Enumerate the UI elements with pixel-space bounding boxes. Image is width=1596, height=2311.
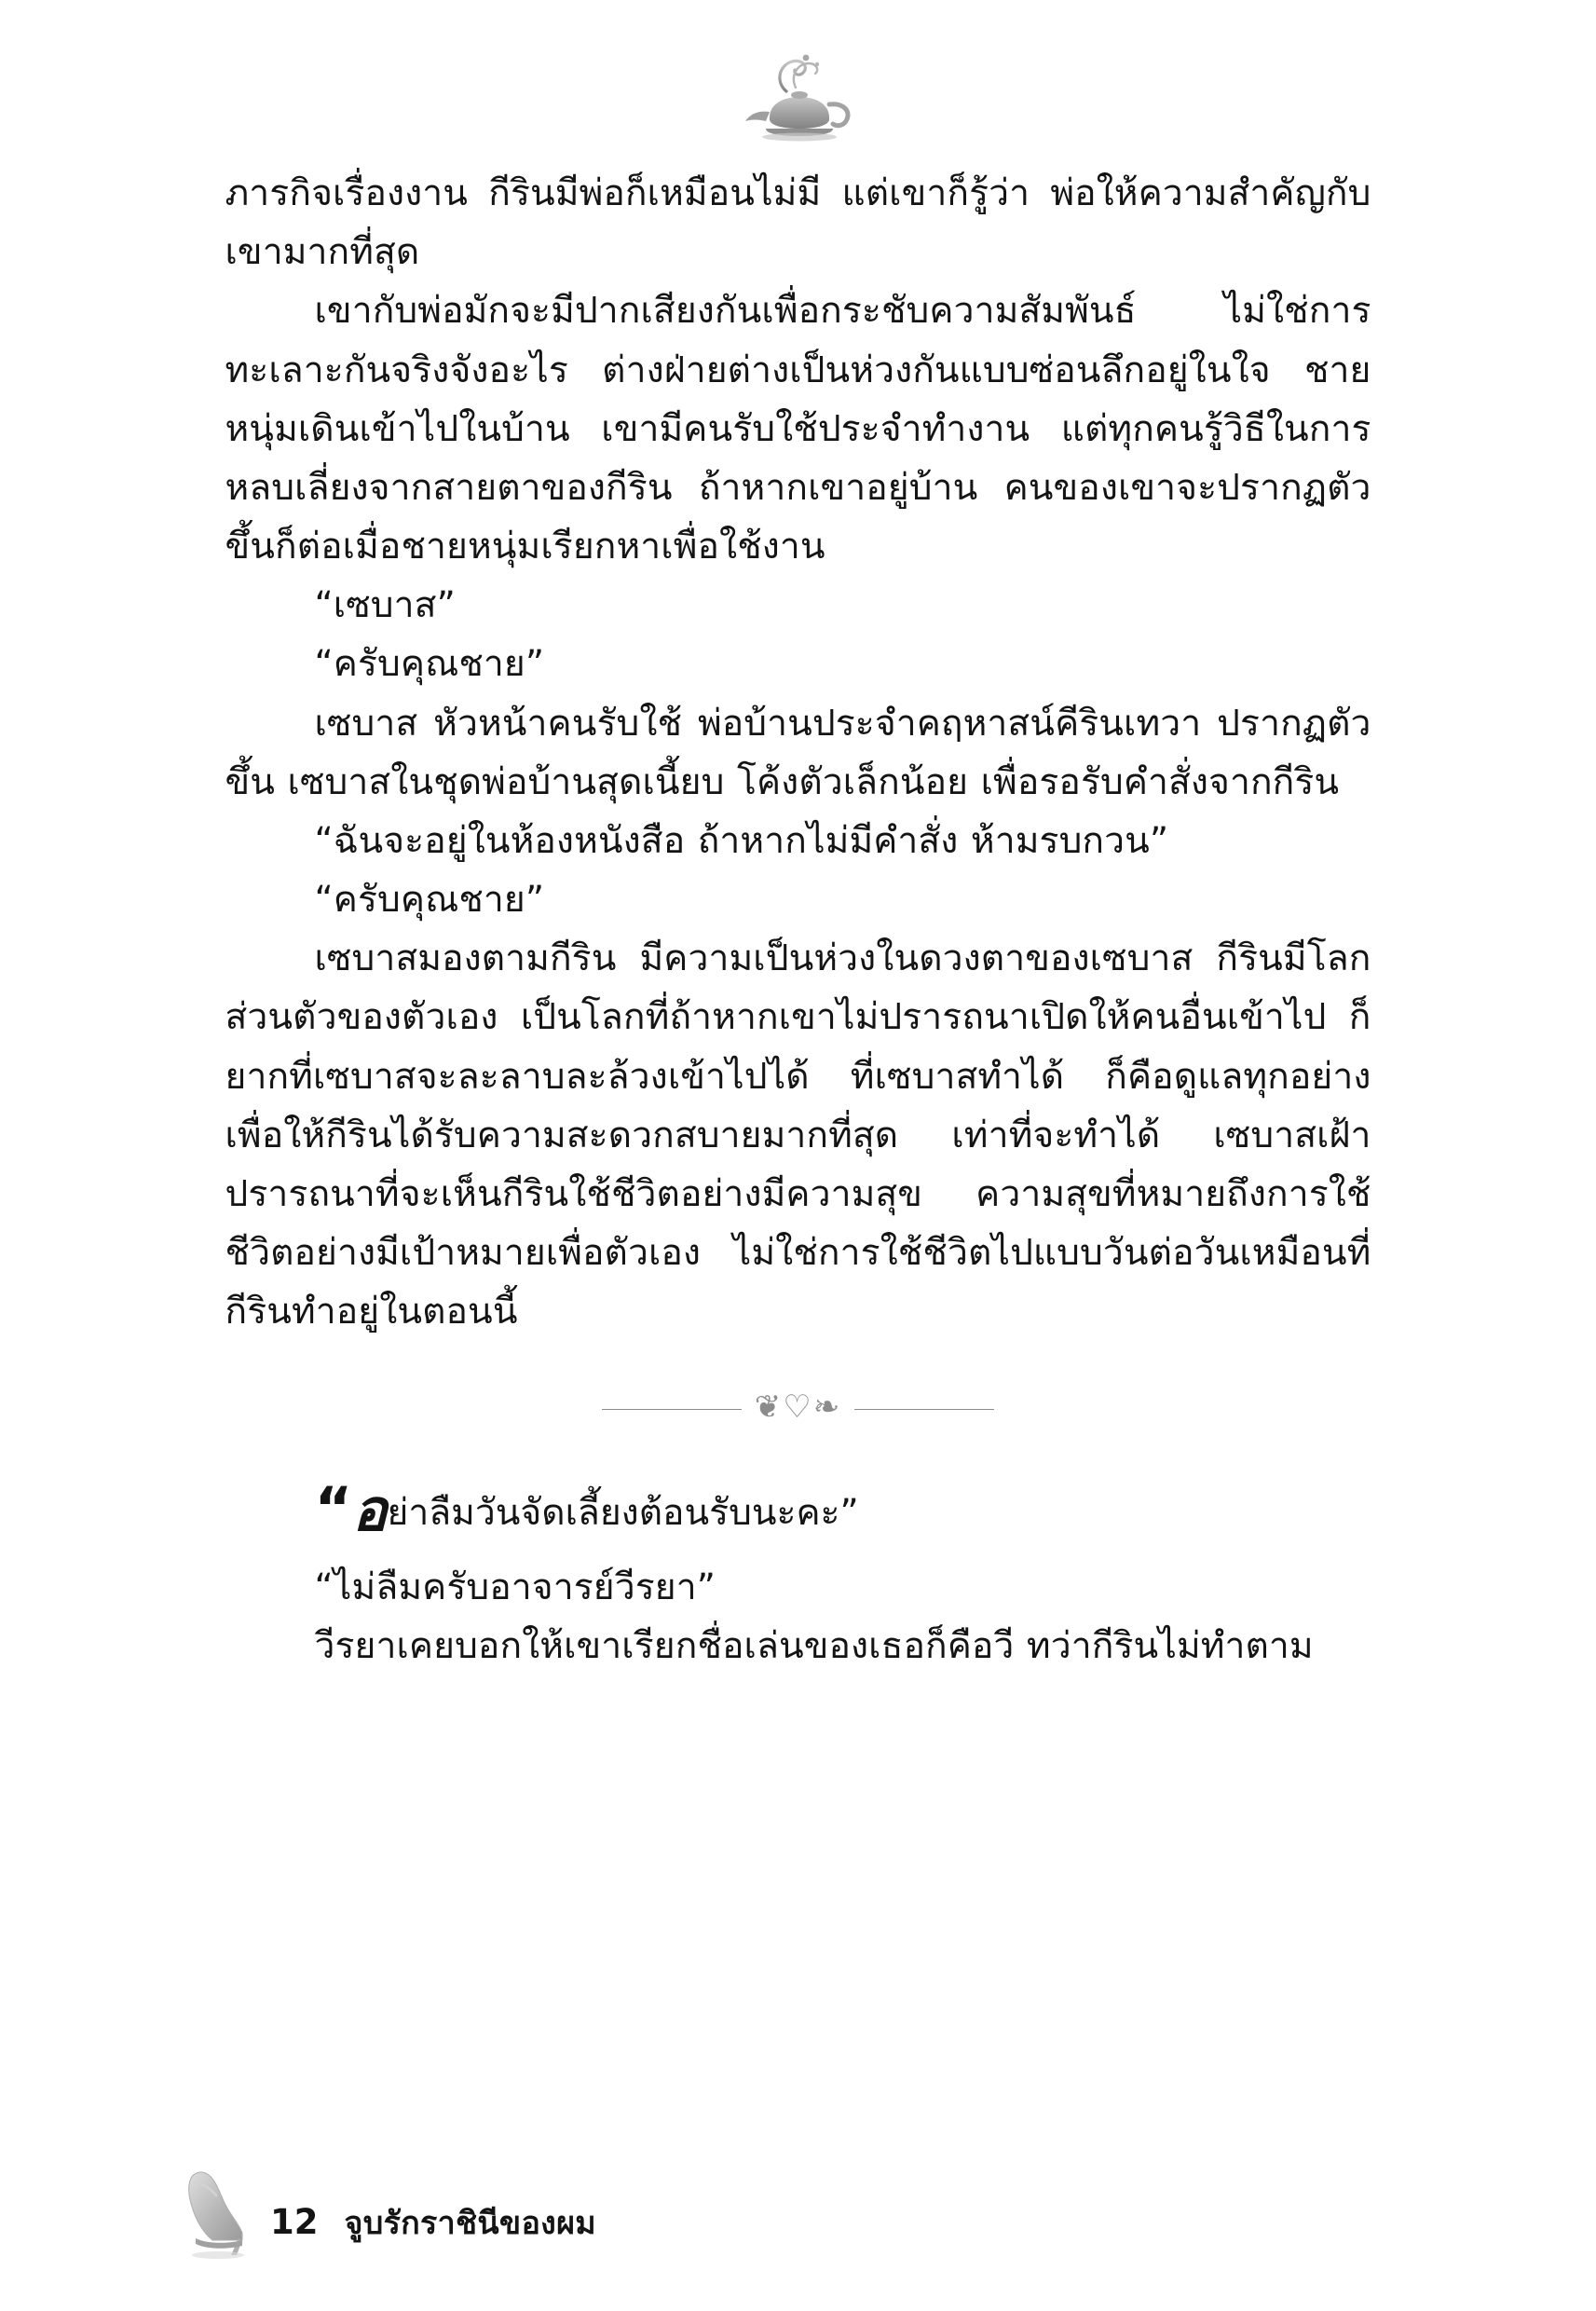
dialogue-line: “ไม่ลืมครับอาจารย์วีรยา” [314, 1566, 716, 1608]
divider-rule-left [602, 1409, 742, 1410]
paragraph: เขากับพ่อมักจะมีปากเสียงกันเพื่อกระชับความสัมพันธ์ ไม่ใช่การทะเลาะกันจริงจังอะไร ต่างฝ่ายต่างเป็นห่วงกันแบบซ่อนลึกอยู่ในใจ ชายหนุ่มเดินเข้าไปในบ้าน เขามีคนรับใช้ประจำทำงาน แต่ทุกคนรู้วิธีในการหลบเลี่ยงจากสายตาของกีริน ถ้าหากเขาอยู่บ้าน คนของเขาจะปรากฏตัวขึ้นก็ต่อเมื่อชายหนุ่มเรียกหาเพื่อใช้งาน [225, 290, 1371, 568]
dialogue-line: “เซบาส” [314, 584, 456, 627]
paragraph: วีรยาเคยบอกให้เขาเรียกชื่อเล่นของเธอก็คือวี ทว่ากีรินไม่ทำตาม [314, 1625, 1314, 1668]
paragraph: เซบาสมองตามกีริน มีความเป็นห่วงในดวงตาของเซบาส กีรินมีโลกส่วนตัวของตัวเอง เป็นโลกที่ถ้าหากเขาไม่ปรารถนาเปิดให้คนอื่นเข้าไป ก็ยากที่เซบาสจะละลาบละล้วงเข้าไปได้ ที่เซบาสทำได้ ก็คือดูแลทุกอย่าง เพื่อให้กีรินได้รับความสะดวกสบายมากที่สุด เท่าที่จะทำได้ เซบาสเฝ้าปรารถนาที่จะเห็นกีรินใช้ชีวิตอย่างมีความสุข ความสุขที่หมายถึงการใช้ชีวิตอย่างมีเป้าหมายเพื่อตัวเอง ไม่ใช่การใช้ชีวิตไปแบบวันต่อวันเหมือนที่กีรินทำอยู่ในตอนนี้ [225, 937, 1371, 1333]
footer-text [270, 2197, 596, 2261]
genie-lamp-icon [729, 45, 868, 147]
book-title: จูบรักราชินีของผม [344, 2205, 597, 2242]
dialogue-line: “ครับคุณชาย” [314, 879, 545, 922]
section-opening-paragraph [225, 1462, 1371, 1557]
drop-cap-quote: “ [314, 1474, 353, 1543]
divider-rule-right [854, 1409, 994, 1410]
drop-cap-letter: อ [352, 1476, 388, 1545]
dialogue-line: “ครับคุณชาย” [314, 643, 545, 686]
scene-divider [225, 1388, 1371, 1427]
page-content [225, 157, 1371, 2311]
floral-swirl-icon: ❦♡❧ [754, 1388, 842, 1427]
page-footer [0, 2140, 1596, 2261]
high-heel-shoe-icon [175, 2160, 248, 2261]
dialogue-line: “ฉันจะอยู่ในห้องหนังสือ ถ้าหากไม่มีคำสั่ง ห้ามรบกวน” [314, 819, 1169, 862]
page-number: 12 [270, 2202, 319, 2242]
paragraph: ภารกิจเรื่องงาน กีรินมีพ่อก็เหมือนไม่มี แต่เขาก็รู้ว่า พ่อให้ความสำคัญกับเขามากที่สุด [225, 172, 1371, 274]
header-ornament [0, 45, 1596, 157]
section-opening-text: ย่าลืมวันจัดเลี้ยงต้อนรับนะคะ” [387, 1492, 859, 1535]
paragraph: เซบาส หัวหน้าคนรับใช้ พ่อบ้านประจำคฤหาสน์คีรินเทวา ปรากฏตัวขึ้น เซบาสในชุดพ่อบ้านสุดเนี้ยบ โค้งตัวเล็กน้อย เพื่อรอรับคำสั่งจากกีริน [225, 702, 1371, 803]
